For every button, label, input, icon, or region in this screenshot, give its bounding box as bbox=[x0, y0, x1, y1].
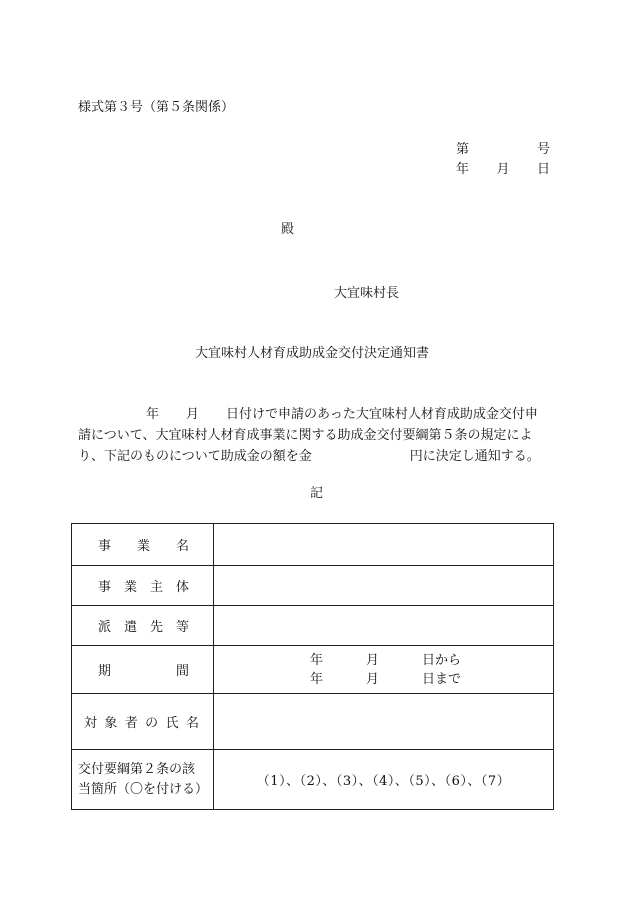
body-year: 年 bbox=[146, 407, 160, 422]
doc-number-prefix: 第 bbox=[456, 142, 470, 157]
period-value bbox=[214, 651, 553, 689]
value-applicable-options[interactable] bbox=[214, 750, 554, 810]
label-char: 象 bbox=[104, 716, 118, 731]
body-line-1 bbox=[78, 404, 554, 425]
table-row bbox=[72, 694, 554, 750]
value-dispatch[interactable] bbox=[214, 606, 554, 646]
label-applicable-line-2: 当箇所（〇を付ける） bbox=[78, 781, 209, 797]
document-number bbox=[456, 142, 550, 158]
detail-table bbox=[71, 523, 554, 810]
label-char: 等 bbox=[175, 620, 189, 635]
label-char: の bbox=[145, 716, 159, 731]
value-business-entity[interactable] bbox=[214, 566, 554, 606]
label-char: 主 bbox=[149, 580, 163, 595]
document-title: 大宜味村人材育成助成金交付決定通知書 bbox=[195, 346, 430, 361]
period-to-year: 年 bbox=[310, 671, 324, 687]
label-char: 対 bbox=[84, 716, 98, 731]
period-from-day: 日から bbox=[422, 652, 462, 668]
body-paragraph bbox=[78, 404, 554, 467]
label-char: 名 bbox=[175, 539, 189, 554]
recipient-honorific: 殿 bbox=[281, 222, 295, 237]
table-row bbox=[72, 606, 554, 646]
body-line-3 bbox=[78, 446, 554, 467]
body-line-2: 請について、大宜味村人材育成事業に関する助成金交付要綱第５条の規定によ bbox=[78, 428, 533, 443]
table-row bbox=[72, 524, 554, 566]
label-char: 業 bbox=[123, 580, 137, 595]
label-char: 業 bbox=[136, 539, 150, 554]
label-char: 事 bbox=[98, 580, 112, 595]
document-date bbox=[456, 162, 550, 178]
value-business-name[interactable] bbox=[214, 524, 554, 566]
table-row bbox=[72, 566, 554, 606]
date-year: 年 bbox=[456, 162, 470, 177]
label-char: 事 bbox=[98, 539, 112, 554]
body-month: 月 bbox=[186, 407, 200, 422]
label-char: 先 bbox=[149, 620, 163, 635]
value-period[interactable] bbox=[214, 646, 554, 694]
ki-heading: 記 bbox=[310, 486, 324, 501]
applicable-options: （1）、（2）、（3）、（4）、（5）、（6）、（7） bbox=[256, 774, 511, 789]
issuer-name: 大宜味村長 bbox=[334, 286, 400, 301]
label-char: 者 bbox=[124, 716, 138, 731]
label-char: 派 bbox=[98, 620, 112, 635]
date-day: 日 bbox=[536, 162, 550, 177]
period-from-month: 月 bbox=[366, 652, 380, 668]
table-row bbox=[72, 646, 554, 694]
label-char: 期 bbox=[98, 664, 112, 679]
label-char: 名 bbox=[185, 716, 199, 731]
period-to bbox=[310, 670, 553, 689]
label-dispatch bbox=[72, 606, 214, 646]
label-char: 体 bbox=[175, 580, 189, 595]
body-line-1-text: 日付けで申請のあった大宜味村人材育成助成金交付申 bbox=[226, 407, 538, 422]
period-from-year: 年 bbox=[310, 652, 324, 668]
label-char: 間 bbox=[175, 664, 189, 679]
label-period bbox=[72, 646, 214, 694]
value-person[interactable] bbox=[214, 694, 554, 750]
period-to-day: 日まで bbox=[422, 671, 462, 687]
label-char: 氏 bbox=[165, 716, 179, 731]
date-month: 月 bbox=[496, 162, 510, 177]
body-line-3-b: 円に決定し通知する。 bbox=[409, 449, 540, 464]
period-from bbox=[310, 651, 553, 670]
label-char: 遣 bbox=[123, 620, 137, 635]
doc-number-suffix: 号 bbox=[536, 142, 550, 157]
label-business-name bbox=[72, 524, 214, 566]
table-row bbox=[72, 750, 554, 810]
label-person bbox=[72, 694, 214, 750]
form-number: 様式第３号（第５条関係） bbox=[78, 100, 235, 115]
label-business-entity bbox=[72, 566, 214, 606]
label-applicable bbox=[72, 750, 214, 810]
label-applicable-line-1: 交付要綱第２条の該 bbox=[78, 761, 196, 777]
period-to-month: 月 bbox=[366, 671, 380, 687]
body-line-3-a: り、下記のものについて助成金の額を金 bbox=[78, 449, 312, 464]
